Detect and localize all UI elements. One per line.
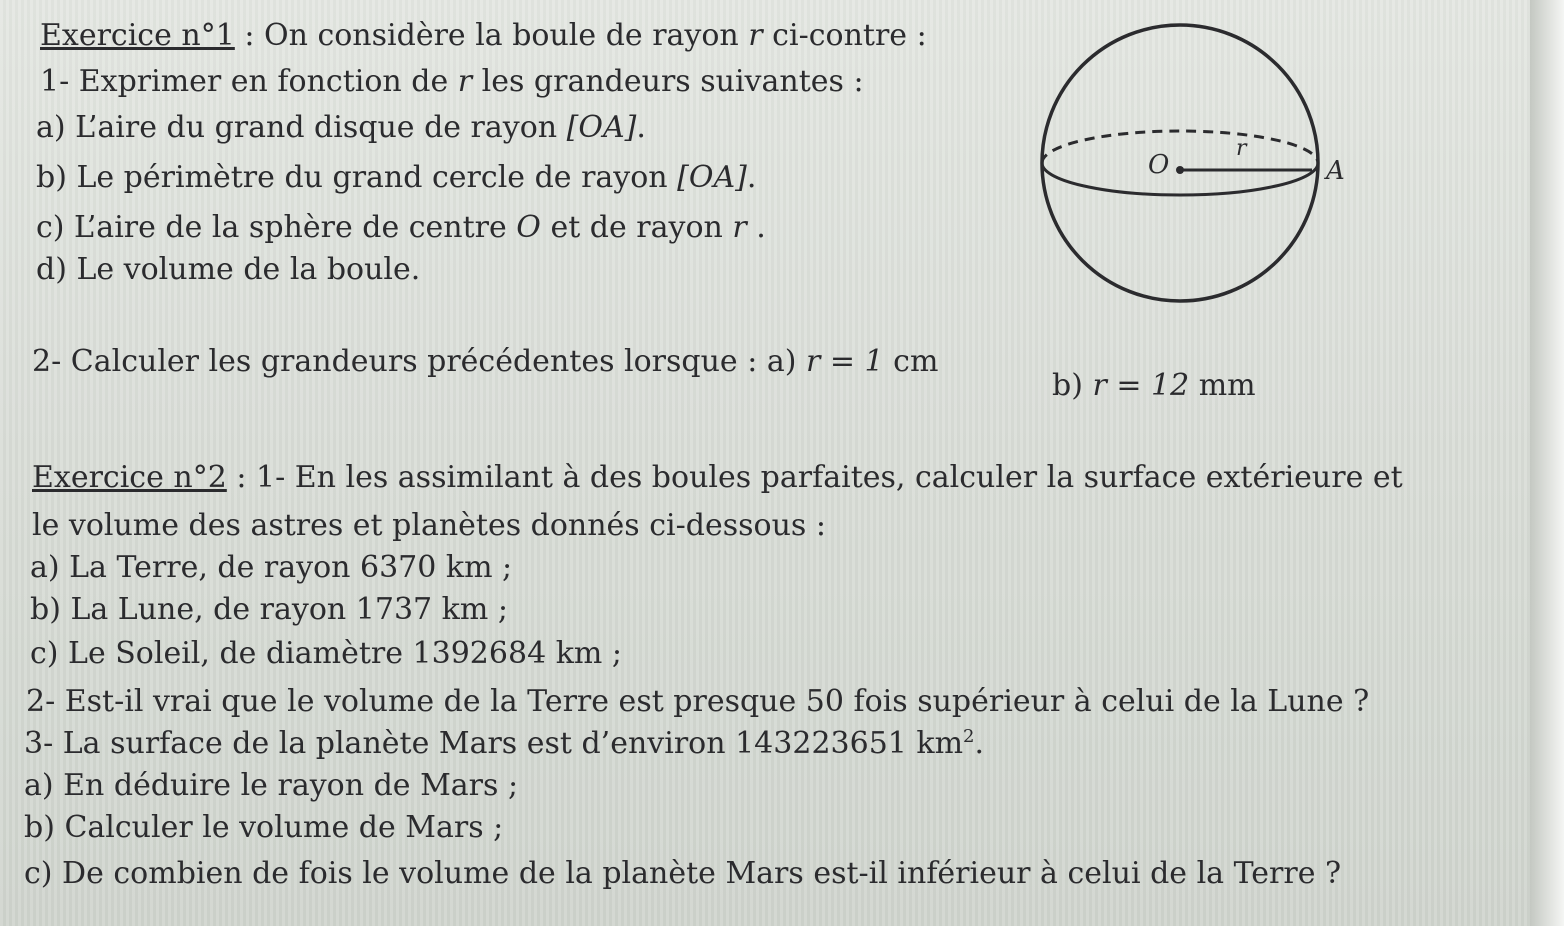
ex2-item-a: a) La Terre, de rayon 6370 km ; [30, 550, 513, 585]
ex2-item-3c: c) De combien de fois le volume de la planète Mars est-il inférieur à celui de la Terre ? [24, 856, 1342, 891]
ex1-item-c: c) L’aire de la sphère de centre O et de rayon r . [36, 210, 766, 245]
label-r: r [1236, 136, 1247, 161]
ex2-item-3a: a) En déduire le rayon de Mars ; [24, 768, 519, 803]
ex1-item-d: d) Le volume de la boule. [36, 252, 421, 287]
sphere-outline [1042, 25, 1318, 301]
center-point [1176, 166, 1184, 174]
ex2-intro-line-2: le volume des astres et planètes donnés ci-dessous : [32, 508, 826, 543]
sphere-figure [1030, 18, 1360, 308]
ex1-heading: Exercice n°1 [40, 18, 235, 53]
sphere-drawing [1030, 18, 1360, 308]
ex2-intro-line: Exercice n°2 : 1- En les assimilant à des boules parfaites, calculer la surface extérieure et [32, 460, 1403, 495]
ex2-item-3b: b) Calculer le volume de Mars ; [24, 810, 504, 845]
label-O: O [1148, 150, 1170, 180]
page-edge [1530, 0, 1564, 926]
ex1-intro-line: Exercice n°1 : On considère la boule de rayon r ci-contre : [40, 18, 927, 53]
equator-back-arc [1042, 131, 1318, 163]
ex1-question-2: 2- Calculer les grandeurs précédentes lorsque : a) r = 1 cm [32, 344, 939, 379]
label-A: A [1326, 156, 1345, 186]
ex2-item-c: c) Le Soleil, de diamètre 1392684 km ; [30, 636, 622, 671]
ex2-heading: Exercice n°2 [32, 460, 227, 495]
ex1-question-1: 1- Exprimer en fonction de r les grandeurs suivantes : [40, 64, 864, 99]
ex1-question-2-b: b) r = 12 mm [1052, 368, 1256, 403]
ex1-item-b: b) Le périmètre du grand cercle de rayon [OA]. [36, 160, 757, 195]
ex2-question-2: 2- Est-il vrai que le volume de la Terre est presque 50 fois supérieur à celui de la Lune ? [26, 684, 1370, 719]
ex1-item-a: a) L’aire du grand disque de rayon [OA]. [36, 110, 646, 145]
ex2-item-b: b) La Lune, de rayon 1737 km ; [30, 592, 508, 627]
ex2-question-3: 3- La surface de la planète Mars est d’environ 143223651 $km^2$. [24, 726, 985, 761]
